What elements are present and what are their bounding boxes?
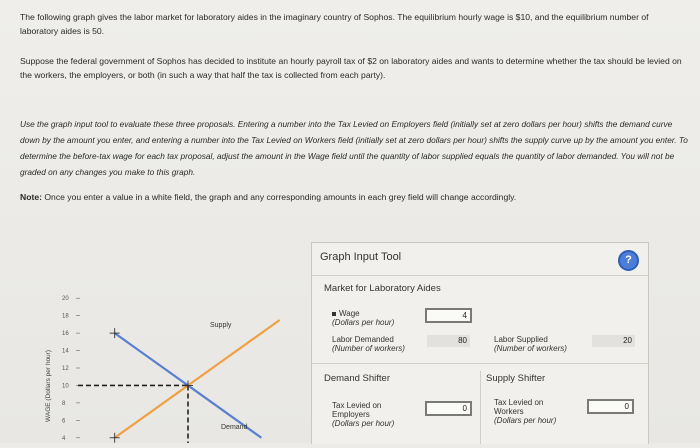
tax-employers-label: Tax Levied on Employers (Dollars per hour)	[332, 401, 395, 428]
supply-shifter-title: Supply Shifter	[486, 373, 546, 384]
tool-title: Graph Input Tool	[320, 251, 402, 263]
intro-paragraph-1: The following graph gives the labor market for laboratory aides in the imaginary country of Sophos. The equilibrium hourly wage is $10, and the equilibrium number of laboratory aides is 50.	[20, 12, 649, 36]
tax-employers-unit: (Dollars per hour)	[332, 419, 395, 428]
note-text: Once you enter a value in a white field, the graph and any corresponding amounts in each grey field will change accordingly.	[41, 192, 517, 202]
wage-input[interactable]: 4	[425, 308, 472, 323]
labor-market-chart[interactable]	[30, 285, 300, 443]
y-tick-label-12: 12	[62, 366, 69, 372]
y-axis-label: WAGE (Dollars per hour)	[45, 350, 52, 422]
tax-workers-label: Tax Levied on Workers (Dollars per hour)	[494, 398, 557, 425]
tool-divider-top	[312, 275, 648, 276]
y-tick-label-8: 8	[62, 400, 66, 407]
wage-unit: (Dollars per hour)	[332, 318, 395, 327]
tool-divider-middle	[312, 363, 648, 364]
labor-supplied-label: Labor Supplied (Number of workers)	[494, 335, 567, 353]
labor-demanded-unit: (Number of workers)	[332, 344, 405, 353]
tax-workers-input[interactable]: 0	[587, 399, 634, 414]
note-line	[20, 192, 516, 202]
supply-curve-label: Supply	[210, 322, 232, 330]
help-icon[interactable]: ?	[618, 250, 639, 271]
labor-market-graph[interactable]	[30, 285, 300, 443]
market-title: Market for Laboratory Aides	[324, 283, 441, 294]
y-tick-label-6: 6	[62, 418, 66, 425]
labor-demanded-label: Labor Demanded (Number of workers)	[332, 335, 405, 353]
labor-supplied-value: 20	[592, 335, 635, 347]
demand-shifter-title: Demand Shifter	[324, 373, 391, 384]
y-tick-label-16: 16	[62, 331, 69, 338]
tax-employers-input[interactable]: 0	[425, 401, 472, 416]
note-label: Note:	[20, 192, 42, 202]
labor-demanded-value: 80	[427, 335, 470, 347]
drag-handle-icon	[332, 312, 336, 316]
y-tick-label-10: 10	[62, 383, 69, 390]
y-tick-label-14: 14	[62, 348, 69, 355]
shifter-divider	[480, 371, 481, 444]
demand-curve-label: Demand	[221, 424, 248, 432]
y-tick-label-4: 4	[62, 435, 66, 442]
wage-label: Wage (Dollars per hour)	[332, 309, 395, 327]
graph-input-tool	[311, 242, 649, 444]
supply-curve	[115, 320, 280, 438]
tax-workers-unit: (Dollars per hour)	[494, 416, 557, 425]
intro-paragraph-2: Suppose the federal government of Sophos has decided to institute an hourly payroll tax of $2 on laboratory aides and wants to determine whether the tax should be levied on the workers, the employers, or both (in such a way that half the tax is collected from each party).	[20, 56, 682, 80]
y-tick-label-18: 18	[62, 313, 69, 320]
labor-supplied-unit: (Number of workers)	[494, 344, 567, 353]
y-tick-label-20: 20	[62, 296, 69, 303]
instructions-paragraph: Use the graph input tool to evaluate these three proposals. Entering a number into the Tax Levied on Employers field (initially set at zero dollars per hour) shifts the demand curve down by the amount you enter, and entering a number into the Tax Levied on Workers field (initially set at zero dollars per hour) shifts the supply curve up by the amount you enter. To determine the before-tax wage for each tax proposal, adjust the amount in the Wage field until the quantity of labor supplied equals the quantity of labor demanded. You will not be graded on any changes you make to this graph.	[20, 119, 688, 177]
